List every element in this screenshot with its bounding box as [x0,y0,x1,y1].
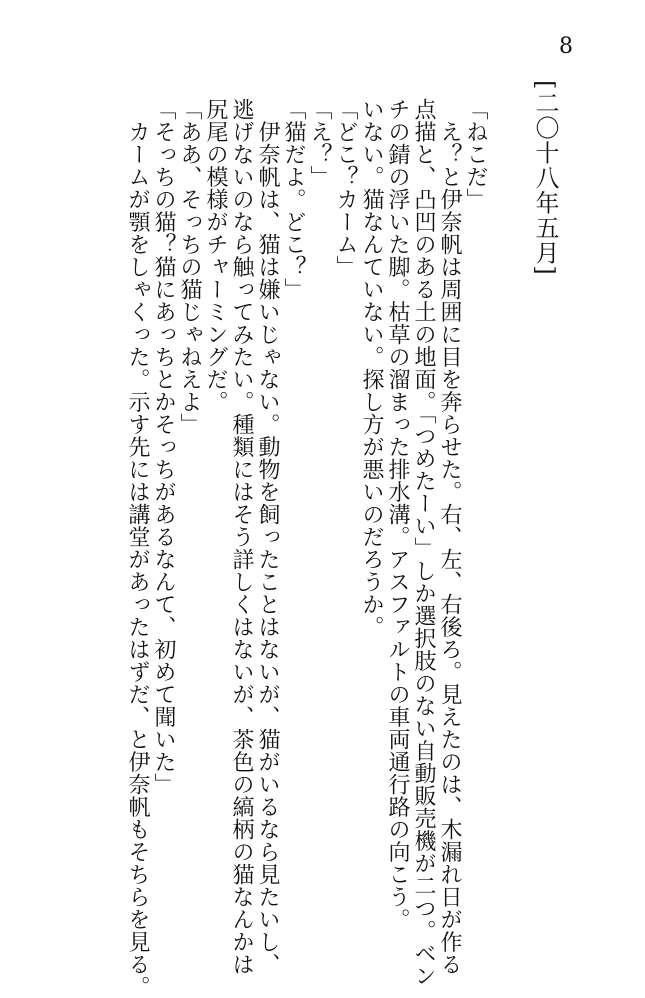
text-line: 伊奈帆は、猫は嫌いじゃない。動物を飼ったことはないが、猫がいるなら見たいし、 [255,98,280,976]
text-line: カームが顎をしゃくった。示す先には講堂があったはずだ、と伊奈帆もそちらを見る。 [125,98,150,998]
text-line: 「ああ、そっちの猫じゃねえよ」 [177,98,202,436]
text-line: 「え？」 [307,98,332,188]
text-line: 「そっちの猫？猫にあっちとかそっちがあるなんて、初めて聞いた」 [151,98,176,796]
text-line: え？と伊奈帆は周囲に目を奔らせた。右、左、右後ろ。見えたのは、木漏れ日が作る [437,98,462,976]
vertical-text-body [125,98,488,998]
text-line: 逃げないのなら触ってみたい。種類にはそう詳しくはないが、茶色の縞柄の猫なんかは [229,98,254,976]
text-line: 「どこ？カーム」 [333,98,358,278]
text-line: 尻尾の模様がチャーミングだ。 [203,98,228,413]
text-line: 「猫だよ。どこ？」 [281,98,306,301]
page-number: 8 [559,34,573,59]
text-line: いない。猫なんていない。探し方が悪いのだろうか。 [359,98,384,638]
text-line: チの錆の浮いた脚。枯草の溜まった排水溝。アスファルトの車両通行路の向こう。 [385,98,410,931]
text-line: 点描と、凸凹のある土の地面。「つめたーい」しか選択肢のない自動販売機が二つ。ベン [411,98,436,987]
chapter-heading: [二〇十八年五月] [531,80,559,276]
text-line: 「ねこだ」 [463,98,488,211]
